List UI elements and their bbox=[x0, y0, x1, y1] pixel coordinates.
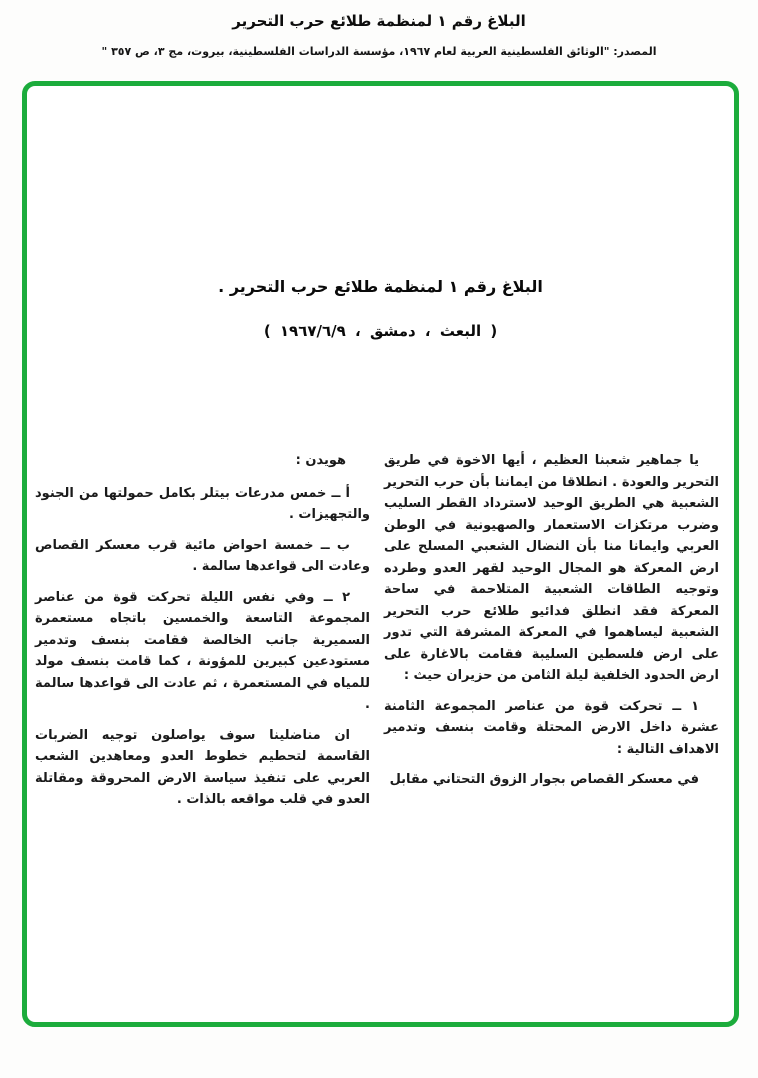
communique-dateline: ( البعث ، دمشق ، ١٩٦٧/٦/٩ ) bbox=[263, 322, 498, 340]
paragraph-subitem-a: أ ــ خمس مدرعات بيتلر بكامل حمولتها من الجنود والتجهيزات . bbox=[35, 485, 370, 522]
page-title: البلاغ رقم ١ لمنظمة طلائع حرب التحرير bbox=[232, 12, 526, 30]
communique-title: البلاغ رقم ١ لمنظمة طلائع حرب التحرير . bbox=[218, 277, 543, 296]
paragraph-camp-location: في معسكر القصاص بجوار الزوق التحتاني مقابل bbox=[389, 772, 699, 787]
document-body bbox=[35, 450, 719, 811]
paragraph-subitem-b: ب ــ خمسة احواض مائية قرب معسكر القصاص وعادت الى قواعدها سالمة . bbox=[35, 537, 370, 574]
paragraph-item-2: ٢ ــ وفي نفس الليلة تحركت قوة من عناصر المجموعة التاسعة والخمسين باتجاه مستعمرة السميرية جانب الخالصة فقامت بنسف وتدمير مستودعين كبيرين للمؤونة ، كما قامت بنسف مولد للمياه في المستعمرة ، ثم عادت الى قواعدها سالمة . bbox=[35, 589, 370, 712]
paragraph-closing: ان مناضلينا سوف يواصلون توجيه الضربات القاسمة لتحطيم خطوط العدو ومعاهدين الشعب العربي على تنفيذ سياسة الارض المحروقة ومقاتلة العدو في قلب مواقعه بالذات . bbox=[35, 727, 370, 807]
paragraph-intro: يا جماهير شعبنا العظيم ، أيها الاخوة في طريق التحرير والعودة . انطلاقا من ايماننا بأن حرب التحرير الشعبية هي الطريق الوحيد لاسترداد القطر السليب وضرب مرتكزات الاستعمار والصهيونية في الوطن العربي وايمانا منا بأن النضال الشعبي المسلح على ارض المعركة هو المجال الوحيد لقهر العدو وطرده وتوجيه الطاقات الشعبية المتلاحمة في ساحة المعركة فقد انطلق فدائيو طلائع حرب التحرير الشعبية ليساهموا في المعركة المشرفة التي تدور على ارض فلسطين السليبة فقامت بالاغارة على ارض الحدود الخلفية ليلة الثامن من حزيران حيث : bbox=[384, 453, 719, 683]
column-right bbox=[384, 450, 719, 811]
source-citation: المصدر: "الوثائق الفلسطينية العربية لعام ١٩٦٧، مؤسسة الدراسات الفلسطينية، بيروت، مج ٣، ص ٣٥٧ " bbox=[101, 45, 657, 58]
paragraph-item-1: ١ ــ تحركت قوة من عناصر المجموعة الثامنة عشرة داخل الارض المحتلة وقامت بنسف وتدمير الاهداف التالية : bbox=[384, 698, 719, 757]
column-left bbox=[35, 450, 370, 811]
paragraph-continuation-word: هويدن : bbox=[295, 453, 346, 468]
